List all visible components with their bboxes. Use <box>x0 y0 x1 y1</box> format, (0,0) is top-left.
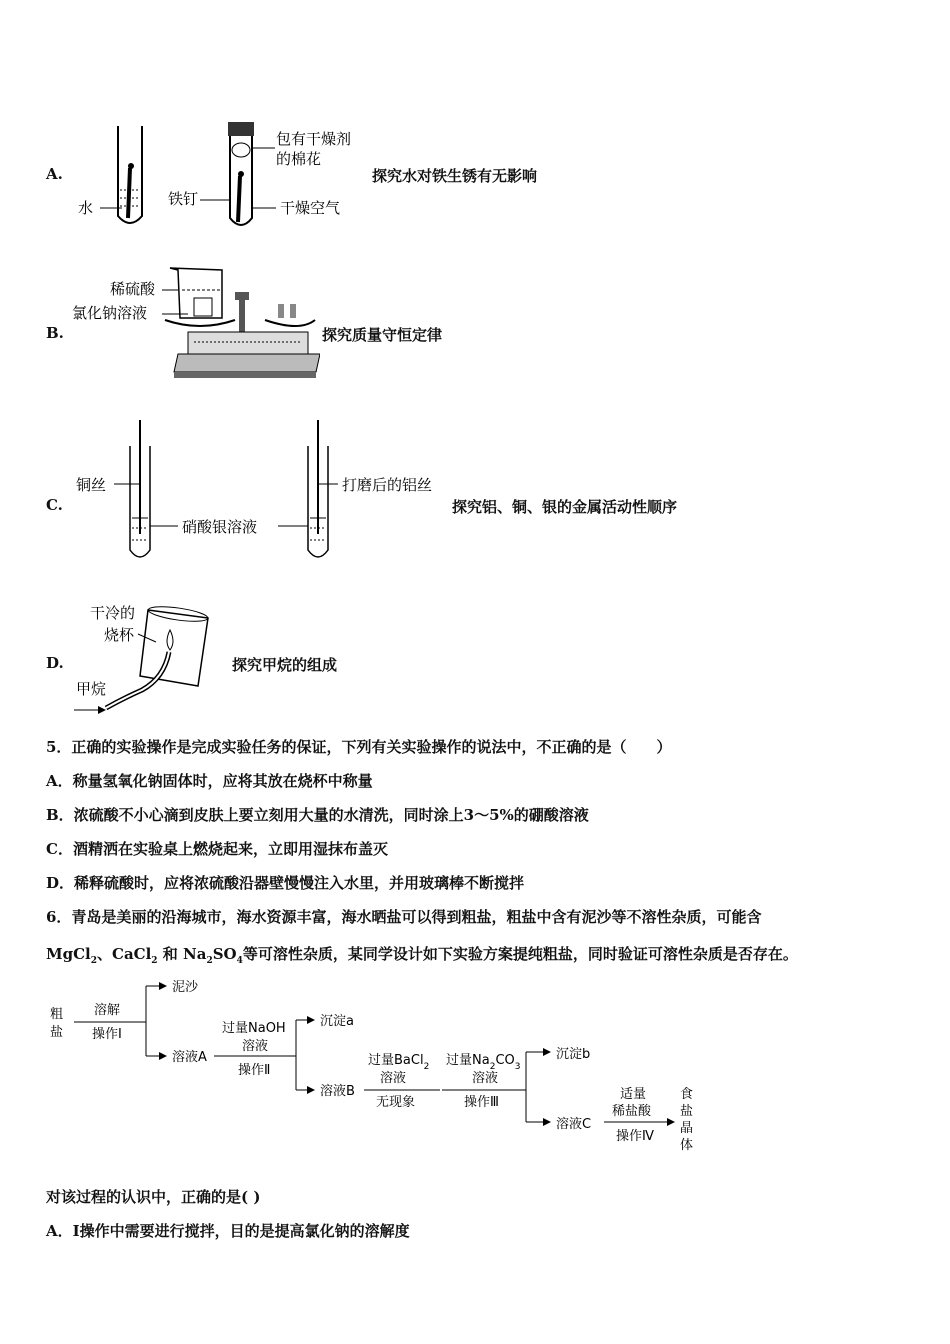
flow-na2co3-solution: 溶液 <box>472 1071 499 1086</box>
q5-option-a: A．称量氢氧化钠固体时，应将其放在烧杯中称量 <box>46 772 373 790</box>
flow-appropriate: 适量 <box>620 1087 647 1102</box>
caption-d: 探究甲烷的组成 <box>232 656 338 674</box>
q5-option-b: B．浓硫酸不小心滴到皮肤上要立刻用大量的水清洗，同时涂上3～5%的硼酸溶液 <box>46 806 589 824</box>
flow-dissolve: 溶解 <box>94 1003 121 1018</box>
flow-solution-a: 溶液A <box>172 1050 207 1065</box>
flow-op1: 操作Ⅰ <box>92 1027 122 1042</box>
label-cotton-2: 的棉花 <box>276 150 322 168</box>
figure-rust-test <box>70 118 370 233</box>
q5-stem: 5．正确的实验操作是完成实验任务的保证，下列有关实验操作的说法中，不正确的是（ ） <box>46 738 672 756</box>
flow-naoh-solution: 溶液 <box>242 1039 269 1054</box>
flow-sand: 泥沙 <box>172 980 199 995</box>
flow-salt-1: 食 <box>680 1087 694 1102</box>
purification-flowchart <box>46 972 726 1162</box>
flow-op2: 操作Ⅱ <box>238 1063 271 1078</box>
caption-c: 探究铝、铜、银的金属活动性顺序 <box>452 498 678 516</box>
flow-solution-c: 溶液C <box>556 1117 592 1132</box>
label-aluminum-wire: 打磨后的铝丝 <box>342 476 433 494</box>
flow-salt-3: 晶 <box>680 1121 694 1136</box>
label-nacl-solution: 氯化钠溶液 <box>72 304 148 322</box>
q6-option-a: A．Ⅰ操作中需要进行搅拌，目的是提高氯化钠的溶解度 <box>46 1222 410 1240</box>
flow-op4: 操作Ⅳ <box>616 1129 654 1144</box>
label-nail: 铁钉 <box>168 190 199 208</box>
label-dry-cold: 干冷的 <box>90 604 136 622</box>
caption-a: 探究水对铁生锈有无影响 <box>372 167 538 185</box>
q6-stem-line2: MgCl$_2$、CaCl$_2$ 和 $Na_2SO_4$等可溶性杂质，某同学设计如下实验方案提纯粗盐，同时验证可溶性杂质是否存在。 <box>46 945 798 966</box>
label-dry-air: 干燥空气 <box>280 199 341 217</box>
figure-balance <box>70 260 320 382</box>
q5-option-d: D．稀释硫酸时，应将浓硫酸沿器壁慢慢注入水里，并用玻璃棒不断搅拌 <box>46 874 525 892</box>
label-cotton-1: 包有干燥剂 <box>276 130 352 148</box>
label-silver-nitrate: 硝酸银溶液 <box>182 518 258 536</box>
flow-salt-2: 盐 <box>680 1104 694 1119</box>
flow-precipitate-a: 沉淀a <box>320 1014 354 1029</box>
q6-prompt: 对该过程的认识中，正确的是( ) <box>46 1188 261 1206</box>
option-letter-d: D. <box>46 654 64 672</box>
flow-bacl2-solution: 溶液 <box>380 1071 407 1086</box>
flow-salt-4: 体 <box>680 1138 694 1153</box>
flow-crude-1: 粗 <box>50 1007 64 1022</box>
flow-solution-b: 溶液B <box>320 1084 355 1099</box>
flow-bacl2: 过量BaCl$_2$ <box>368 1053 430 1072</box>
flow-op3: 操作Ⅲ <box>464 1095 499 1110</box>
flow-precipitate-b: 沉淀b <box>556 1047 591 1062</box>
caption-b: 探究质量守恒定律 <box>322 326 443 344</box>
flow-dilute-hcl: 稀盐酸 <box>612 1104 652 1119</box>
label-water: 水 <box>78 199 94 217</box>
figure-methane-combustion <box>72 598 222 718</box>
flow-no-phenomenon: 无现象 <box>376 1095 416 1110</box>
label-copper-wire: 铜丝 <box>76 476 107 494</box>
option-letter-a: A. <box>46 165 63 183</box>
flow-na2co3: 过量$Na_2CO_3$ <box>446 1053 521 1072</box>
label-dilute-acid: 稀硫酸 <box>110 280 156 298</box>
q6-stem-line1: 6．青岛是美丽的沿海城市，海水资源丰富，海水晒盐可以得到粗盐，粗盐中含有泥沙等不溶性杂质，可能含 <box>46 908 762 926</box>
option-letter-b: B. <box>46 324 64 342</box>
option-letter-c: C. <box>46 496 63 514</box>
q5-option-c: C．酒精洒在实验桌上燃烧起来，立即用湿抹布盖灭 <box>46 840 388 858</box>
flow-crude-2: 盐 <box>50 1025 64 1040</box>
flow-naoh: 过量NaOH <box>222 1021 286 1036</box>
label-methane: 甲烷 <box>76 680 107 698</box>
figure-metal-activity <box>70 416 460 566</box>
label-beaker: 烧杯 <box>104 626 135 644</box>
